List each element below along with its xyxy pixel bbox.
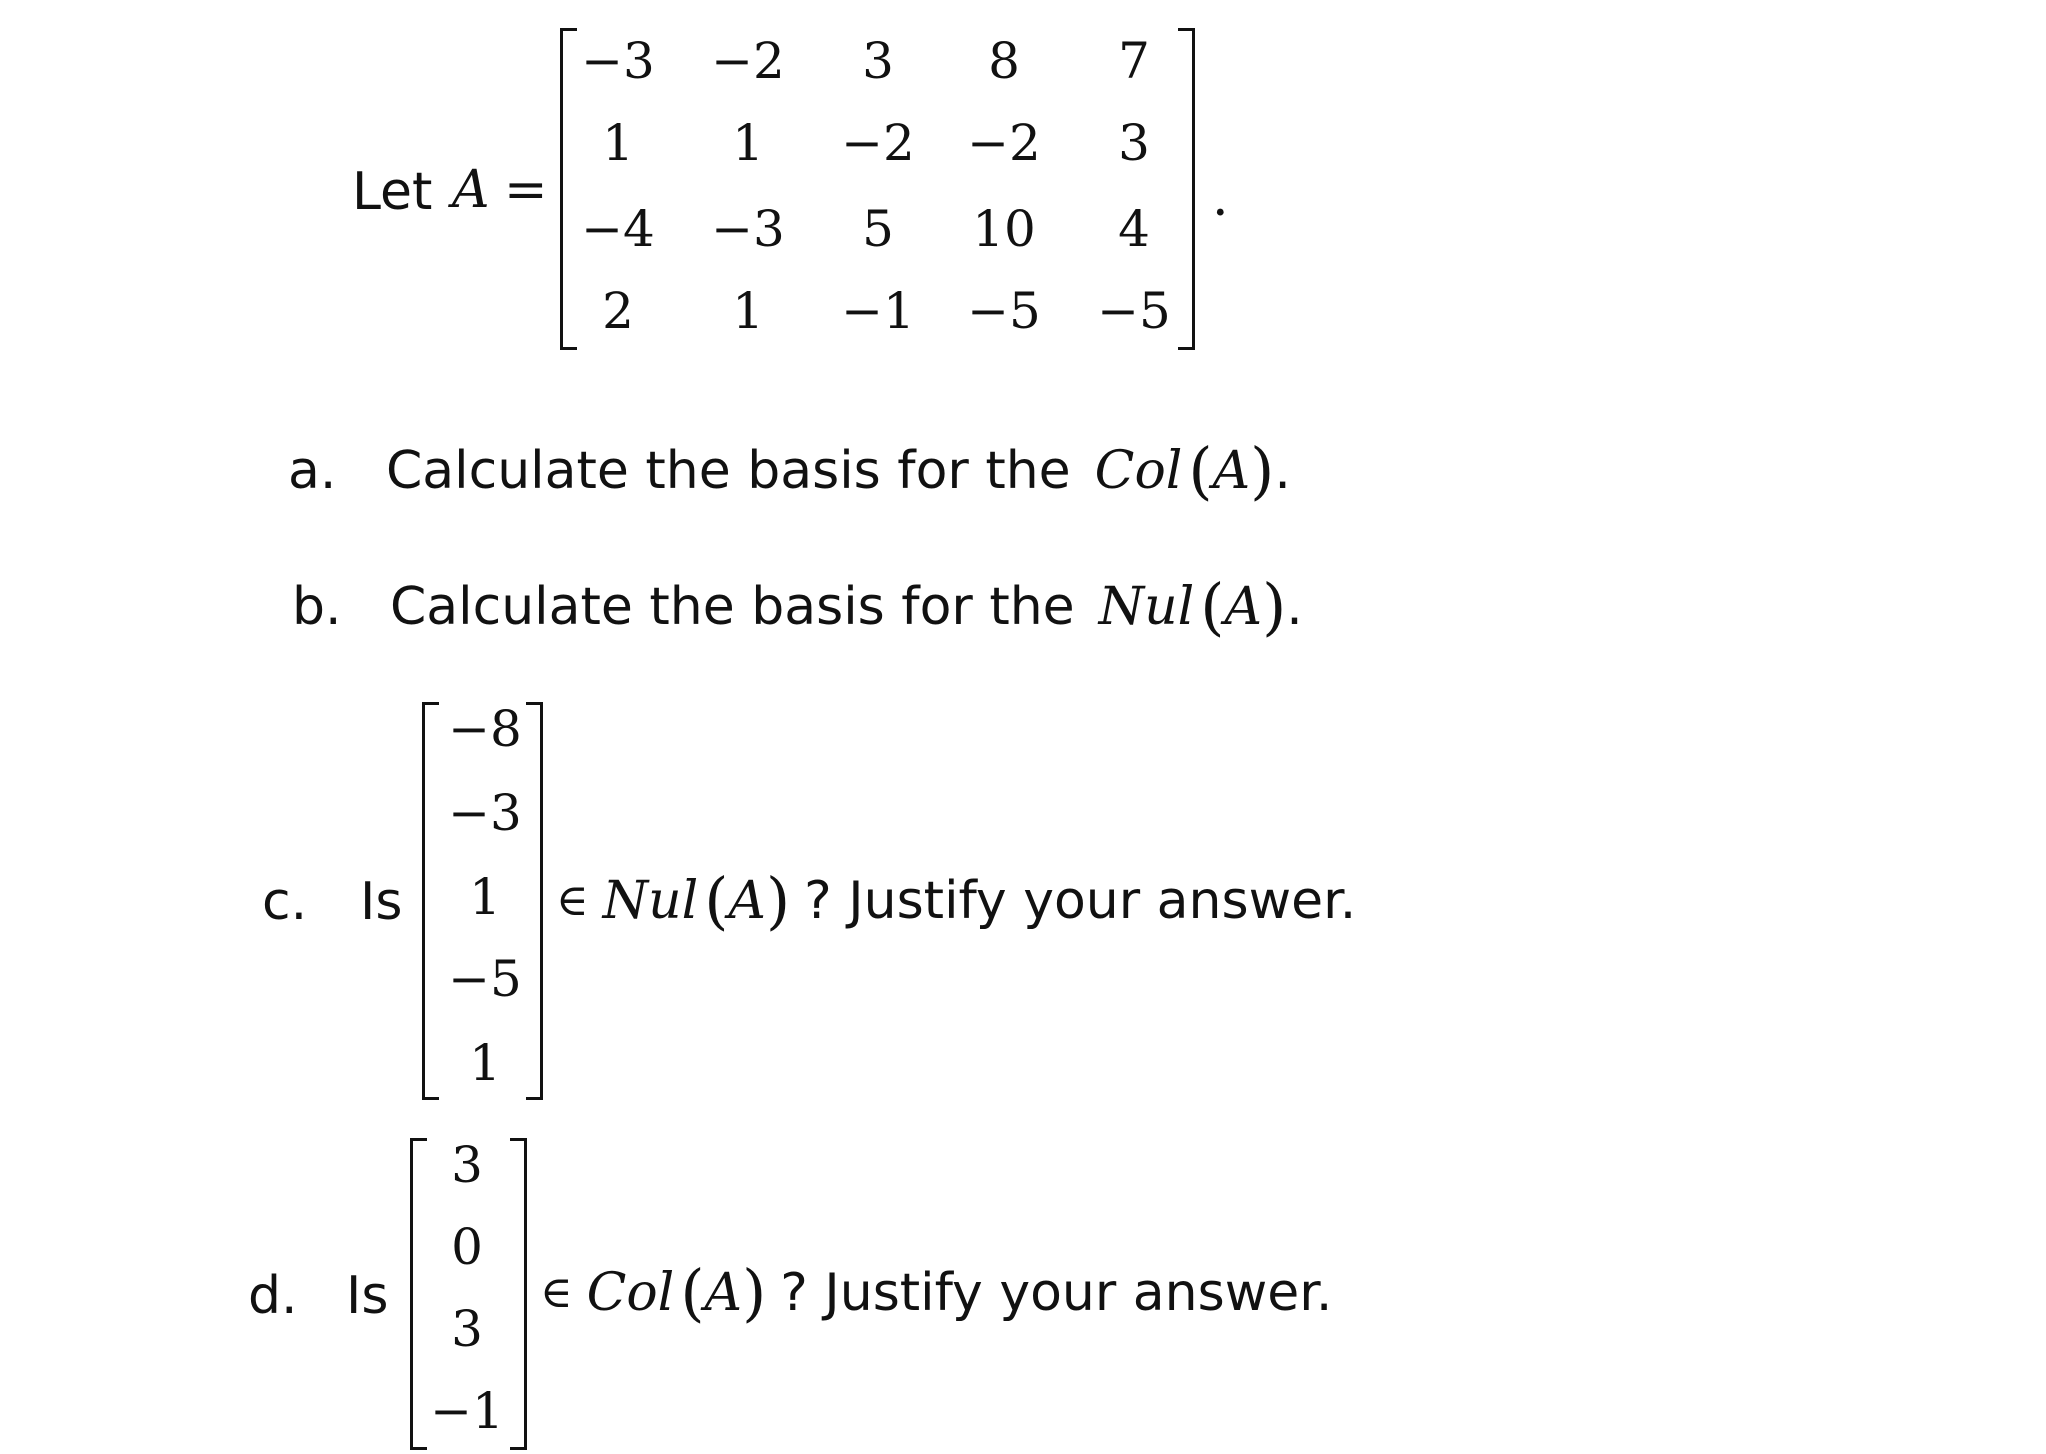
matrix-a-cell: −2 <box>967 114 1041 172</box>
question-text: Calculate the basis for the <box>390 577 1075 637</box>
vector-c-entry: −8 <box>448 700 522 758</box>
vector-c-left-bracket <box>422 702 439 1100</box>
space-arg: A <box>1224 577 1263 637</box>
question-tail-text: ? Justify your answer. <box>780 1263 1333 1323</box>
space-arg: A <box>1212 441 1251 501</box>
matrix-a-cell: −5 <box>1097 282 1171 340</box>
matrix-a-cell: 3 <box>1118 114 1150 172</box>
vector-c-entry: −3 <box>448 784 522 842</box>
question-label: a. <box>288 441 337 501</box>
vector-d-entry: 3 <box>451 1136 483 1194</box>
question-label: b. <box>292 577 342 637</box>
question-end: . <box>1286 577 1303 637</box>
close-paren: ) <box>765 864 791 937</box>
equals-sign: = <box>504 160 548 220</box>
vector-c-entry: 1 <box>469 868 501 926</box>
element-of-symbol: ∈ <box>540 1267 573 1318</box>
vector-c-entry: 1 <box>469 1034 501 1092</box>
space-name: Nul <box>602 871 699 931</box>
space-name: Col <box>586 1263 675 1323</box>
matrix-a-cell: 1 <box>602 114 634 172</box>
matrix-a-cell: 10 <box>972 200 1036 258</box>
close-paren: ) <box>1262 570 1287 643</box>
period: . <box>1212 168 1229 228</box>
matrix-a-cell: −4 <box>581 200 655 258</box>
vector-c-entry: −5 <box>448 950 522 1008</box>
question-text: Calculate the basis for the <box>386 441 1071 501</box>
close-paren: ) <box>742 1256 767 1329</box>
vector-d-entry: 0 <box>451 1218 483 1276</box>
is-word: Is <box>346 1266 389 1326</box>
matrix-a-cell: 1 <box>732 114 764 172</box>
vector-d-entry: 3 <box>451 1300 483 1358</box>
vector-d-right-bracket <box>510 1138 527 1450</box>
space-arg: A <box>704 1263 743 1323</box>
matrix-a-cell: 7 <box>1118 32 1150 90</box>
matrix-a-cell: −1 <box>841 282 915 340</box>
matrix-a-cell: 4 <box>1118 200 1150 258</box>
open-paren: ( <box>1188 434 1213 507</box>
space-arg: A <box>728 871 766 931</box>
question-d-tail <box>540 1258 1332 1328</box>
question-tail-text: ? Justify your answer. <box>804 871 1357 931</box>
question-c-tail <box>556 866 1356 936</box>
matrix-a-cell: −3 <box>581 32 655 90</box>
matrix-a-cell: 2 <box>602 282 634 340</box>
space-name: Col <box>1094 441 1183 501</box>
vector-d-entry: −1 <box>430 1382 504 1440</box>
matrix-var: A <box>452 160 490 220</box>
matrix-a-cell: −2 <box>711 32 785 90</box>
question-label: c. <box>262 872 308 932</box>
matrix-a-cell: 3 <box>862 32 894 90</box>
is-word: Is <box>360 872 403 932</box>
matrix-a-cell: 8 <box>988 32 1020 90</box>
open-paren: ( <box>704 864 729 937</box>
element-of-symbol: ∈ <box>556 875 589 926</box>
matrix-a-cell: 5 <box>862 200 894 258</box>
matrix-a-cell: −5 <box>967 282 1041 340</box>
question-b <box>292 572 1303 642</box>
matrix-a-cell: −3 <box>711 200 785 258</box>
open-paren: ( <box>680 1256 705 1329</box>
question-a <box>288 436 1291 506</box>
close-paren: ) <box>1250 434 1275 507</box>
matrix-a-cell: −2 <box>841 114 915 172</box>
let-word: Let <box>352 162 433 222</box>
open-paren: ( <box>1200 570 1225 643</box>
space-name: Nul <box>1098 577 1195 637</box>
question-label: d. <box>248 1266 298 1326</box>
matrix-a-cell: 1 <box>732 282 764 340</box>
question-end: . <box>1274 441 1291 501</box>
